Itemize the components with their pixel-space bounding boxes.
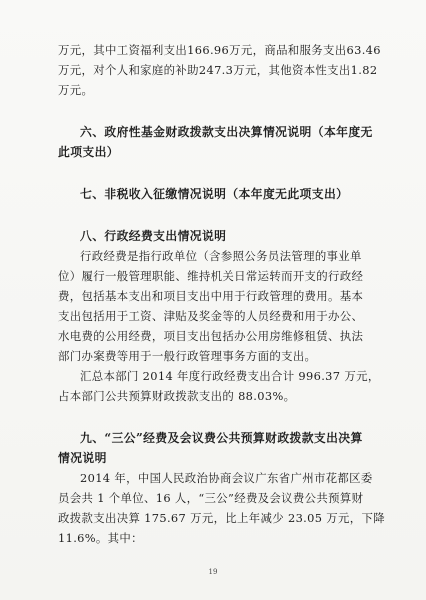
text-line: 占本部门公共预算财政拨款支出的 88.03%。 <box>58 389 296 403</box>
section-7-heading <box>58 184 380 204</box>
heading-line: 此项支出） <box>58 145 119 159</box>
heading-line: 七、非税收入征缴情况说明（本年度无此项支出） <box>80 187 349 201</box>
text-line: 万元，其中工资福利支出166.96万元，商品和服务支出63.46 <box>58 43 381 57</box>
text-line: 位）履行一般管理职能、维持机关日常运转而开支的行政经 <box>58 269 364 283</box>
section-9-heading: 九、“三公”经费及会议费公共预算财政拨款支出决算 <box>80 431 363 445</box>
text-line: 2014 年，中国人民政治协商会议广东省广州市花都区委 <box>80 471 373 485</box>
section-9-paragraph-1 <box>58 468 386 548</box>
section-9-heading: 情况说明 <box>58 451 107 465</box>
section-8-paragraph-1 <box>58 246 380 366</box>
text-line: 支出包括用于工资、津贴及奖金等的人员经费和用于办公、 <box>58 309 364 323</box>
heading-line: 六、政府性基金财政拨款支出决算情况说明（本年度无 <box>80 125 373 139</box>
text-line: 行政经费是指行政单位（含参照公务员法管理的事业单 <box>80 249 362 263</box>
section-6-heading <box>58 122 380 162</box>
section-8 <box>58 226 380 406</box>
text-line: 万元。 <box>58 83 94 97</box>
page-content <box>58 40 386 548</box>
page-number: 19 <box>208 568 218 576</box>
text-line: 员会共 1 个单位、16 人，“三公”经费及会议费公共预算财 <box>58 491 364 505</box>
text-line: 万元，对个人和家庭的补助247.3万元，其他资本性支出1.82 <box>58 63 378 77</box>
text-line: 费，包括基本支出和项目支出中用于行政管理的费用。基本 <box>58 289 364 303</box>
section-9 <box>58 428 386 548</box>
text-line: 水电费的公用经费，项目支出包括办公用房维修租赁、执法 <box>58 329 364 343</box>
intro-paragraph <box>58 40 380 100</box>
text-line: 政拨款支出决算 175.67 万元，比上年减少 23.05 万元，下降 <box>58 511 386 525</box>
text-line: 11.6%。其中： <box>58 531 143 545</box>
text-line: 部门办案费等用于一般行政管理事务方面的支出。 <box>58 349 317 363</box>
section-8-paragraph-2 <box>58 366 380 406</box>
text-line: 汇总本部门 2014 年度行政经费支出合计 996.37 万元， <box>80 369 380 383</box>
section-8-heading: 八、行政经费支出情况说明 <box>80 229 227 243</box>
